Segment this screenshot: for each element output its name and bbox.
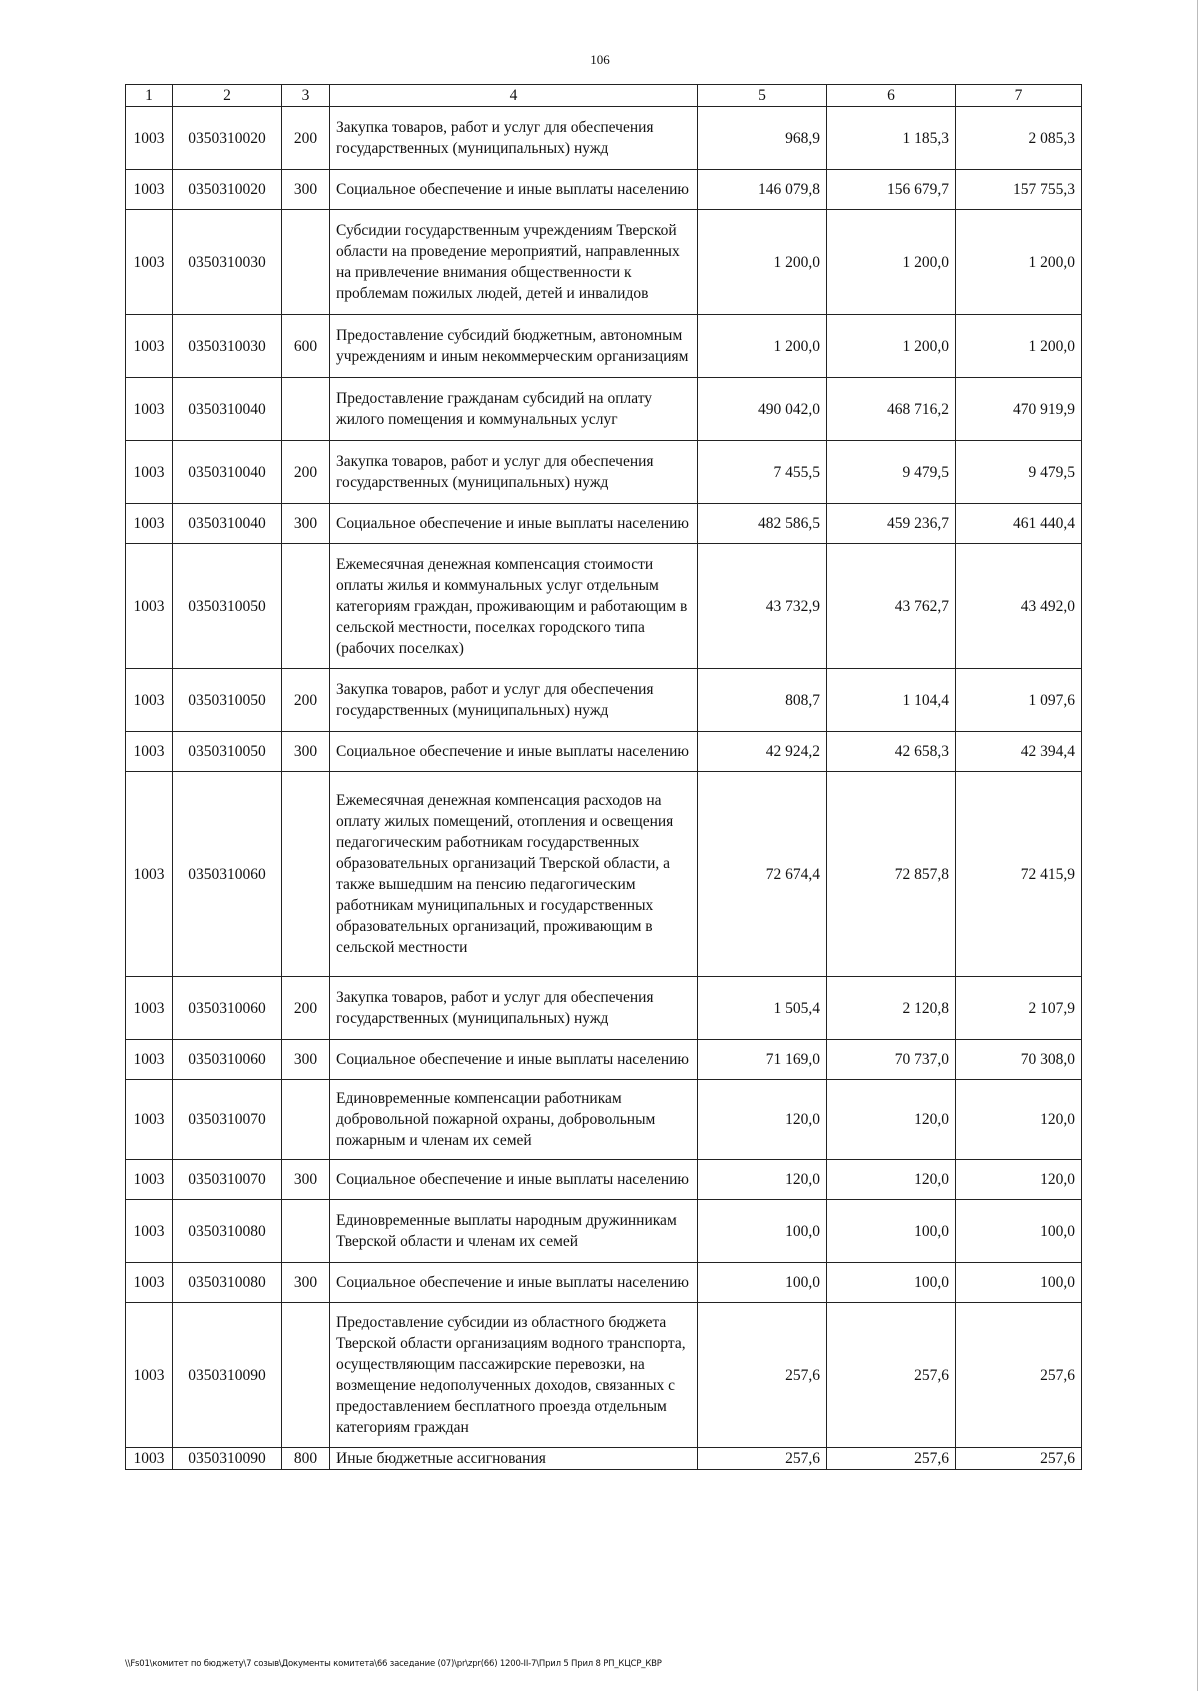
row-value-6-cell: 156 679,7 xyxy=(827,170,956,210)
row-value-7-cell: 257,6 xyxy=(956,1303,1082,1448)
table-row xyxy=(126,441,1082,504)
row-value-6-cell: 9 479,5 xyxy=(827,441,956,504)
row-code-cell: 0350310050 xyxy=(173,669,282,732)
row-value-6-cell: 120,0 xyxy=(827,1080,956,1160)
row-value-5-cell: 257,6 xyxy=(698,1448,827,1470)
row-code-cell: 0350310080 xyxy=(173,1200,282,1263)
row-type-cell: 200 xyxy=(282,669,330,732)
row-code-cell: 0350310030 xyxy=(173,210,282,315)
table-row xyxy=(126,504,1082,544)
row-value-6-cell: 70 737,0 xyxy=(827,1040,956,1080)
table-row xyxy=(126,1303,1082,1448)
row-value-6-cell: 100,0 xyxy=(827,1200,956,1263)
row-type-cell: 300 xyxy=(282,504,330,544)
row-value-6-cell: 2 120,8 xyxy=(827,977,956,1040)
row-code-cell: 0350310070 xyxy=(173,1160,282,1200)
page-number: 106 xyxy=(590,52,610,67)
row-code-cell: 0350310060 xyxy=(173,772,282,977)
row-description-cell: Социальное обеспечение и иные выплаты населению xyxy=(330,1160,698,1200)
row-value-6-cell: 43 762,7 xyxy=(827,544,956,669)
row-value-7-cell: 72 415,9 xyxy=(956,772,1082,977)
row-code-cell: 0350310080 xyxy=(173,1263,282,1303)
row-section-cell: 1003 xyxy=(126,315,173,378)
row-description-cell: Закупка товаров, работ и услуг для обеспечения государственных (муниципальных) нужд xyxy=(330,977,698,1040)
row-code-cell: 0350310090 xyxy=(173,1303,282,1448)
row-type-cell xyxy=(282,544,330,669)
row-type-cell: 300 xyxy=(282,1263,330,1303)
row-section-cell: 1003 xyxy=(126,1303,173,1448)
row-code-cell: 0350310070 xyxy=(173,1080,282,1160)
header-cell-6: 6 xyxy=(827,85,956,107)
table-row xyxy=(126,1160,1082,1200)
row-value-6-cell: 100,0 xyxy=(827,1263,956,1303)
row-value-5-cell: 120,0 xyxy=(698,1160,827,1200)
row-value-5-cell: 43 732,9 xyxy=(698,544,827,669)
header-cell-1: 1 xyxy=(126,85,173,107)
row-section-cell: 1003 xyxy=(126,504,173,544)
table-row xyxy=(126,107,1082,170)
row-value-7-cell: 2 085,3 xyxy=(956,107,1082,170)
row-value-6-cell: 468 716,2 xyxy=(827,378,956,441)
row-value-6-cell: 1 104,4 xyxy=(827,669,956,732)
row-value-5-cell: 42 924,2 xyxy=(698,732,827,772)
table-row xyxy=(126,1200,1082,1263)
table-row xyxy=(126,378,1082,441)
row-section-cell: 1003 xyxy=(126,544,173,669)
row-section-cell: 1003 xyxy=(126,170,173,210)
row-description-cell: Субсидии государственным учреждениям Тверской области на проведение мероприятий, направленных на привлечение внимания общественности к проблемам пожилых людей, детей и инвалидов xyxy=(330,210,698,315)
budget-table xyxy=(125,84,1082,1470)
header-cell-5: 5 xyxy=(698,85,827,107)
row-code-cell: 0350310060 xyxy=(173,977,282,1040)
row-code-cell: 0350310050 xyxy=(173,732,282,772)
row-value-6-cell: 72 857,8 xyxy=(827,772,956,977)
footer-file-path: \\Fs01\комитет по бюджету\7 созыв\Документы комитета\66 заседание (07)\pr\zpr(66) 1200-II-7\Прил 5 Прил 8 РП_КЦСР_КВР xyxy=(125,1659,662,1669)
row-section-cell: 1003 xyxy=(126,1080,173,1160)
row-value-5-cell: 100,0 xyxy=(698,1263,827,1303)
row-value-5-cell: 100,0 xyxy=(698,1200,827,1263)
row-value-5-cell: 146 079,8 xyxy=(698,170,827,210)
row-description-cell: Социальное обеспечение и иные выплаты населению xyxy=(330,1263,698,1303)
row-description-cell: Ежемесячная денежная компенсация расходов на оплату жилых помещений, отопления и освещения педагогическим работникам государственных образовательных организаций Тверской области, а также вышедшим на пенсию педагогическим работникам муниципальных и государственных образовательных организаций, проживающим в сельской местности xyxy=(330,772,698,977)
row-value-7-cell: 70 308,0 xyxy=(956,1040,1082,1080)
table-row xyxy=(126,1448,1082,1470)
header-cell-7: 7 xyxy=(956,85,1082,107)
row-value-7-cell: 157 755,3 xyxy=(956,170,1082,210)
row-code-cell: 0350310020 xyxy=(173,170,282,210)
row-value-6-cell: 42 658,3 xyxy=(827,732,956,772)
row-description-cell: Социальное обеспечение и иные выплаты населению xyxy=(330,504,698,544)
table-row xyxy=(126,669,1082,732)
table-row xyxy=(126,170,1082,210)
row-section-cell: 1003 xyxy=(126,1263,173,1303)
table-row xyxy=(126,732,1082,772)
row-value-7-cell: 1 200,0 xyxy=(956,210,1082,315)
row-type-cell: 300 xyxy=(282,1040,330,1080)
row-value-5-cell: 1 200,0 xyxy=(698,315,827,378)
row-code-cell: 0350310020 xyxy=(173,107,282,170)
row-value-7-cell: 100,0 xyxy=(956,1200,1082,1263)
row-value-5-cell: 490 042,0 xyxy=(698,378,827,441)
row-section-cell: 1003 xyxy=(126,772,173,977)
row-description-cell: Социальное обеспечение и иные выплаты населению xyxy=(330,1040,698,1080)
table-row xyxy=(126,1080,1082,1160)
row-description-cell: Предоставление субсидии из областного бюджета Тверской области организациям водного транспорта, осуществляющим пассажирские перевозки, на возмещение недополученных доходов, связанных с предоставлением бесплатного проезда отдельным категориям граждан xyxy=(330,1303,698,1448)
row-type-cell: 200 xyxy=(282,977,330,1040)
row-value-6-cell: 1 200,0 xyxy=(827,315,956,378)
row-value-7-cell: 42 394,4 xyxy=(956,732,1082,772)
row-value-6-cell: 1 185,3 xyxy=(827,107,956,170)
row-code-cell: 0350310030 xyxy=(173,315,282,378)
row-section-cell: 1003 xyxy=(126,732,173,772)
row-type-cell xyxy=(282,772,330,977)
row-description-cell: Предоставление субсидий бюджетным, автономным учреждениям и иным некоммерческим организациям xyxy=(330,315,698,378)
row-code-cell: 0350310040 xyxy=(173,441,282,504)
row-value-7-cell: 100,0 xyxy=(956,1263,1082,1303)
header-cell-3: 3 xyxy=(282,85,330,107)
row-description-cell: Социальное обеспечение и иные выплаты населению xyxy=(330,170,698,210)
row-section-cell: 1003 xyxy=(126,977,173,1040)
header-row xyxy=(126,85,1082,107)
row-section-cell: 1003 xyxy=(126,1160,173,1200)
row-value-5-cell: 7 455,5 xyxy=(698,441,827,504)
row-section-cell: 1003 xyxy=(126,210,173,315)
row-value-7-cell: 470 919,9 xyxy=(956,378,1082,441)
row-code-cell: 0350310060 xyxy=(173,1040,282,1080)
row-type-cell xyxy=(282,210,330,315)
row-type-cell xyxy=(282,378,330,441)
row-description-cell: Предоставление гражданам субсидий на оплату жилого помещения и коммунальных услуг xyxy=(330,378,698,441)
row-value-7-cell: 1 097,6 xyxy=(956,669,1082,732)
row-value-5-cell: 120,0 xyxy=(698,1080,827,1160)
row-section-cell: 1003 xyxy=(126,1448,173,1470)
row-type-cell: 600 xyxy=(282,315,330,378)
row-type-cell: 300 xyxy=(282,1160,330,1200)
header-cell-2: 2 xyxy=(173,85,282,107)
row-type-cell: 800 xyxy=(282,1448,330,1470)
table-row xyxy=(126,544,1082,669)
row-value-7-cell: 257,6 xyxy=(956,1448,1082,1470)
row-value-7-cell: 9 479,5 xyxy=(956,441,1082,504)
row-value-7-cell: 43 492,0 xyxy=(956,544,1082,669)
row-type-cell xyxy=(282,1080,330,1160)
row-type-cell xyxy=(282,1303,330,1448)
row-description-cell: Ежемесячная денежная компенсация стоимости оплаты жилья и коммунальных услуг отдельным категориям граждан, проживающим и работающим в сельской местности, поселках городского типа (рабочих поселках) xyxy=(330,544,698,669)
row-value-7-cell: 120,0 xyxy=(956,1080,1082,1160)
row-value-5-cell: 1 505,4 xyxy=(698,977,827,1040)
row-value-7-cell: 2 107,9 xyxy=(956,977,1082,1040)
row-section-cell: 1003 xyxy=(126,107,173,170)
row-value-5-cell: 257,6 xyxy=(698,1303,827,1448)
row-section-cell: 1003 xyxy=(126,378,173,441)
row-value-5-cell: 71 169,0 xyxy=(698,1040,827,1080)
row-description-cell: Иные бюджетные ассигнования xyxy=(330,1448,698,1470)
row-description-cell: Закупка товаров, работ и услуг для обеспечения государственных (муниципальных) нужд xyxy=(330,107,698,170)
row-value-5-cell: 72 674,4 xyxy=(698,772,827,977)
row-description-cell: Закупка товаров, работ и услуг для обеспечения государственных (муниципальных) нужд xyxy=(330,441,698,504)
row-value-7-cell: 120,0 xyxy=(956,1160,1082,1200)
row-value-6-cell: 459 236,7 xyxy=(827,504,956,544)
row-value-5-cell: 482 586,5 xyxy=(698,504,827,544)
row-value-6-cell: 120,0 xyxy=(827,1160,956,1200)
row-value-5-cell: 1 200,0 xyxy=(698,210,827,315)
table-row xyxy=(126,1040,1082,1080)
row-type-cell: 200 xyxy=(282,441,330,504)
row-code-cell: 0350310050 xyxy=(173,544,282,669)
row-value-6-cell: 257,6 xyxy=(827,1448,956,1470)
row-value-7-cell: 1 200,0 xyxy=(956,315,1082,378)
header-cell-4: 4 xyxy=(330,85,698,107)
table-row xyxy=(126,772,1082,977)
row-type-cell: 300 xyxy=(282,170,330,210)
table-row xyxy=(126,977,1082,1040)
table-row xyxy=(126,210,1082,315)
row-value-6-cell: 1 200,0 xyxy=(827,210,956,315)
row-description-cell: Закупка товаров, работ и услуг для обеспечения государственных (муниципальных) нужд xyxy=(330,669,698,732)
row-code-cell: 0350310040 xyxy=(173,378,282,441)
row-section-cell: 1003 xyxy=(126,669,173,732)
row-type-cell: 200 xyxy=(282,107,330,170)
row-code-cell: 0350310090 xyxy=(173,1448,282,1470)
row-value-5-cell: 968,9 xyxy=(698,107,827,170)
row-type-cell: 300 xyxy=(282,732,330,772)
row-description-cell: Социальное обеспечение и иные выплаты населению xyxy=(330,732,698,772)
row-type-cell xyxy=(282,1200,330,1263)
row-section-cell: 1003 xyxy=(126,1040,173,1080)
row-section-cell: 1003 xyxy=(126,1200,173,1263)
row-value-6-cell: 257,6 xyxy=(827,1303,956,1448)
row-value-5-cell: 808,7 xyxy=(698,669,827,732)
row-section-cell: 1003 xyxy=(126,441,173,504)
table-row xyxy=(126,1263,1082,1303)
row-description-cell: Единовременные выплаты народным дружинникам Тверской области и членам их семей xyxy=(330,1200,698,1263)
table-row xyxy=(126,315,1082,378)
row-value-7-cell: 461 440,4 xyxy=(956,504,1082,544)
scan-edge-line xyxy=(1197,0,1198,1691)
row-code-cell: 0350310040 xyxy=(173,504,282,544)
row-description-cell: Единовременные компенсации работникам добровольной пожарной охраны, добровольным пожарным и членам их семей xyxy=(330,1080,698,1160)
